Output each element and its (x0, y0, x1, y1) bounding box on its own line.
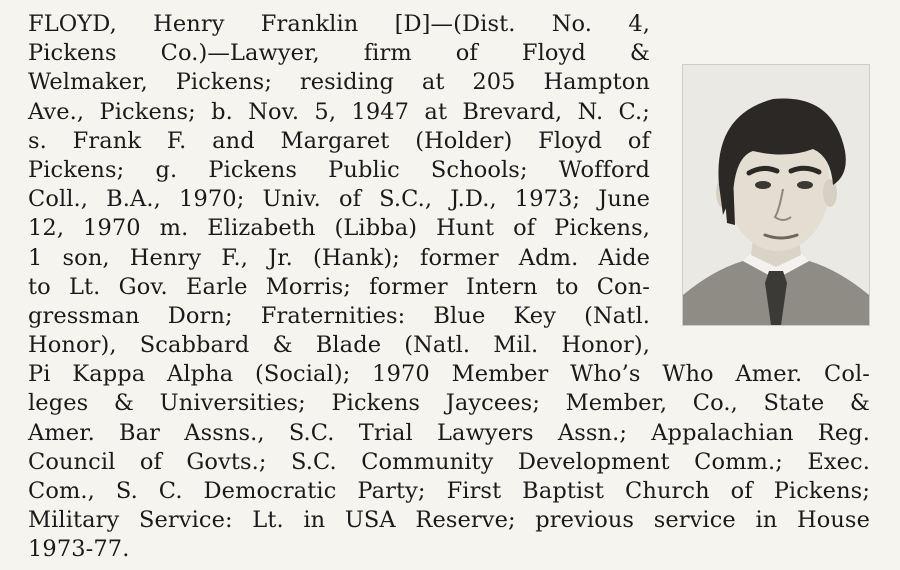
bio-line-4: Ave., Pickens; b. Nov. 5, 1947 at Brevard, N. C.; (28, 98, 650, 125)
bio-line-18: Military Service: Lt. in USA Reserve; previous service in House (28, 507, 870, 534)
bio-line-13: Pi Kappa Alpha (Social); 1970 Member Who’s Who Amer. Col- (28, 361, 870, 388)
bio-line-7: Coll., B.A., 1970; Univ. of S.C., J.D., 1973; June (28, 186, 650, 213)
bio-line-15: Amer. Bar Assns., S.C. Trial Lawyers Assn.; Appalachian Reg. (28, 419, 870, 446)
bio-line-8: 12, 1970 m. Elizabeth (Libba) Hunt of Pickens, (28, 215, 650, 242)
bio-line-1: FLOYD, Henry Franklin [D]—(Dist. No. 4, (28, 11, 650, 37)
bio-line-10: to Lt. Gov. Earle Morris; former Intern to Con- (28, 273, 650, 300)
bio-line-17: Com., S. C. Democratic Party; First Baptist Church of Pickens; (28, 478, 870, 504)
bio-line-3: Welmaker, Pickens; residing at 205 Hampton (28, 69, 650, 96)
bio-line-19: 1973-77. (28, 536, 130, 563)
bio-line-11: gressman Dorn; Fraternities: Blue Key (Natl. (28, 302, 650, 329)
portrait-illustration (683, 65, 869, 325)
bio-line-14: leges & Universities; Pickens Jaycees; Member, Co., State & (28, 390, 870, 417)
bio-line-5: s. Frank F. and Margaret (Holder) Floyd of (28, 127, 650, 154)
bio-line-12: Honor), Scabbard & Blade (Natl. Mil. Honor), (28, 332, 650, 359)
bio-line-6: Pickens; g. Pickens Public Schools; Wofford (28, 156, 650, 183)
portrait-photo (682, 64, 870, 326)
bio-line-2: Pickens Co.)—Lawyer, firm of Floyd & (28, 40, 650, 67)
bio-line-16: Council of Govts.; S.C. Community Development Comm.; Exec. (28, 448, 870, 475)
bio-line-9: 1 son, Henry F., Jr. (Hank); former Adm. Aide (28, 244, 650, 271)
